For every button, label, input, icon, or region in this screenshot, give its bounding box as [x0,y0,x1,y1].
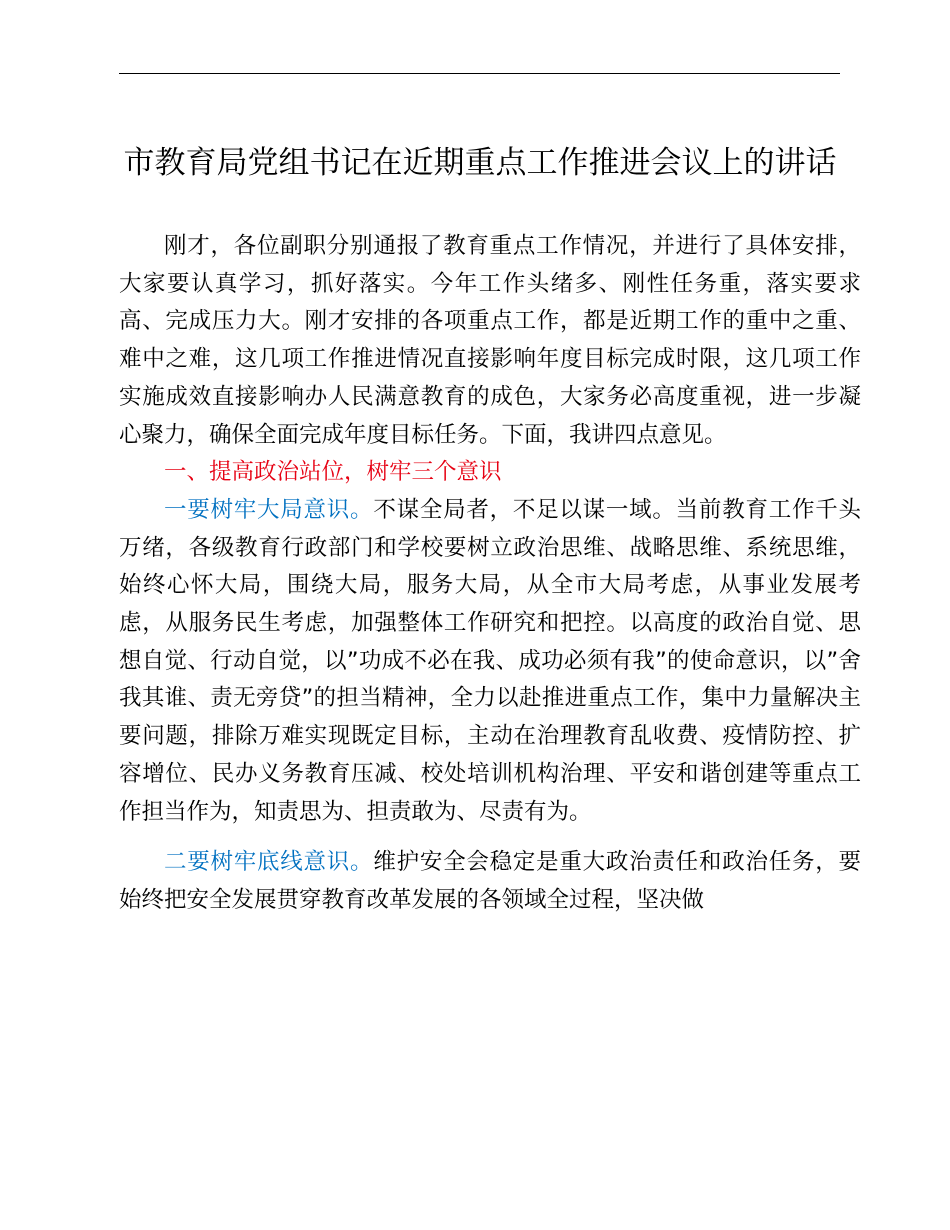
document-title: 市教育局党组书记在近期重点工作推进会议上的讲话 [123,145,837,181]
point-1-lead: 一要树牢大局意识。 [164,496,374,523]
point-2-paragraph [119,844,861,919]
header-rule [119,73,840,74]
point-1-text: 不谋全局者，不足以谋一域。当前教育工作千头万绪，各级教育行政部门和学校要树立政治思维、战略思维、系统思维，始终心怀大局，围绕大局，服务大局，从全市大局考虑，从事业发展考虑，从服务民生考虑，加强整体工作研究和把控。以高度的政治自觉、思想自觉、行动自觉，以”功成不必在我、成功必须有我”的使命意识，以”舍我其谁、责无旁贷”的担当精神，全力以赴推进重点工作，集中力量解决主要问题，排除万难实现既定目标，主动在治理教育乱收费、疫情防控、扩容增位、民办义务教育压减、校处培训机构治理、平安和谐创建等重点工作担当作为，知责思为、担责敢为、尽责有为。 [119,496,861,825]
intro-paragraph: 刚才，各位副职分别通报了教育重点工作情况，并进行了具体安排，大家要认真学习，抓好落实。今年工作头绪多、刚性任务重，落实要求高、完成压力大。刚才安排的各项重点工作，都是近期工作的重中之重、难中之难，这几项工作推进情况直接影响年度目标完成时限，这几项工作实施成效直接影响办人民满意教育的成色，大家务必高度重视，进一步凝心聚力，确保全面完成年度目标任务。下面，我讲四点意见。 [119,233,861,448]
point-1-paragraph [119,492,861,831]
point-2-lead: 二要树牢底线意识。 [164,849,374,876]
point-2-text: 维护安全会稳定是重大政治责任和政治任务，要始终把安全发展贯穿教育改革发展的各领域全过程，坚决做 [119,849,861,913]
section-heading-1: 一、提高政治站位，树牢三个意识 [164,459,502,486]
document-body [119,228,861,920]
